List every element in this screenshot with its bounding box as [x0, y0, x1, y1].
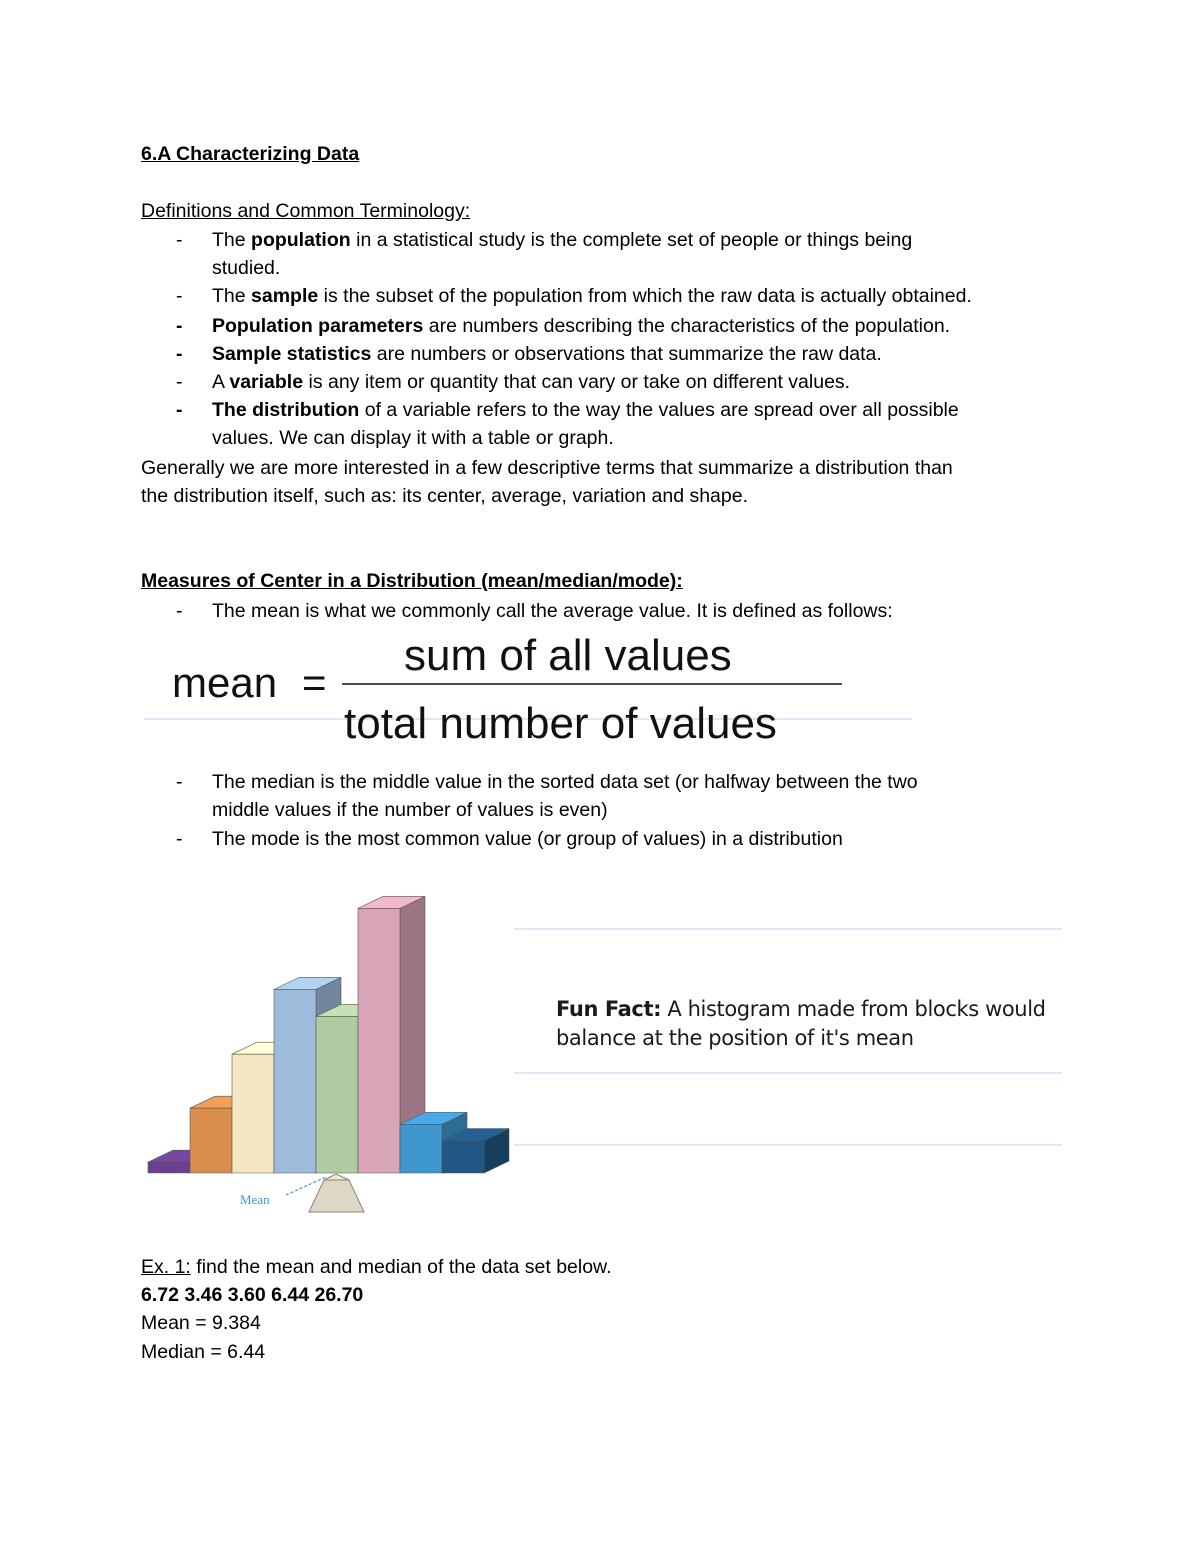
fun-fact-rule-top [514, 928, 1062, 930]
bullet-dash: - [176, 371, 183, 393]
bullet-dash: - [176, 399, 183, 421]
histogram-block-front [442, 1141, 484, 1173]
formula-denominator: total number of values [344, 699, 777, 748]
histogram-block-front [274, 989, 316, 1173]
bullet-dash: - [176, 285, 183, 307]
median-definition-line2: middle values if the number of values is even) [212, 799, 608, 821]
histogram-block-front [358, 908, 400, 1173]
bullet-dash: - [176, 771, 183, 793]
mean-label: Mean [240, 1192, 270, 1207]
definition-population: The population in a statistical study is the complete set of people or things being [212, 229, 913, 251]
example-prompt: Ex. 1: find the mean and median of the data set below. [141, 1256, 612, 1278]
fulcrum-top-icon [324, 1174, 349, 1180]
histogram-blocks [148, 896, 509, 1173]
formula-equals: = [302, 659, 327, 706]
formula-numerator: sum of all values [404, 631, 732, 680]
page-title: 6.A Characterizing Data [141, 143, 360, 165]
bullet-dash: - [176, 343, 183, 365]
fulcrum-triangle-icon [309, 1180, 364, 1212]
median-definition-line1: The median is the middle value in the sorted data set (or halfway between the two [212, 771, 918, 793]
fun-fact-rule-bottom [514, 1144, 1062, 1146]
formula-lhs: mean [172, 659, 278, 706]
bullet-dash: - [176, 828, 183, 850]
balanced-block-histogram [144, 890, 524, 1220]
fun-fact-panel [514, 925, 1062, 1150]
bullet-dash: - [176, 229, 183, 251]
fun-fact-text: Fun Fact: A histogram made from blocks would balance at the position of it's mean [556, 997, 1046, 1050]
mode-definition: The mode is the most common value (or group of values) in a distribution [212, 828, 843, 850]
measures-of-center-heading: Measures of Center in a Distribution (mean/median/mode): [141, 570, 683, 592]
fun-fact-rule-middle [514, 1072, 1062, 1074]
definition-variable: A variable is any item or quantity that can vary or take on different values. [212, 371, 851, 393]
definition-population-parameters: Population parameters are numbers describing the characteristics of the population. [212, 315, 951, 337]
mean-formula [144, 625, 924, 755]
mean-definition: The mean is what we commonly call the average value. It is defined as follows: [212, 600, 893, 622]
definitions-heading: Definitions and Common Terminology: [141, 200, 471, 222]
example-median-answer: Median = 6.44 [141, 1341, 266, 1363]
summary-paragraph-line2: the distribution itself, such as: its center, average, variation and shape. [141, 485, 749, 507]
definition-population-continued: studied. [212, 257, 281, 279]
histogram-block-front [316, 1016, 358, 1173]
histogram-block-front [148, 1162, 190, 1173]
histogram-block-front [190, 1108, 232, 1173]
definition-sample-statistics: Sample statistics are numbers or observations that summarize the raw data. [212, 343, 882, 365]
definition-distribution: The distribution of a variable refers to the way the values are spread over all possible [212, 399, 959, 421]
example-mean-answer: Mean = 9.384 [141, 1312, 261, 1334]
bullet-dash: - [176, 600, 183, 622]
histogram-block-front [400, 1124, 442, 1173]
example-data-set: 6.72 3.46 3.60 6.44 26.70 [141, 1284, 364, 1306]
histogram-block-front [232, 1054, 274, 1173]
bullet-dash: - [176, 315, 183, 337]
definition-distribution-continued: values. We can display it with a table or graph. [212, 427, 614, 449]
summary-paragraph-line1: Generally we are more interested in a few descriptive terms that summarize a distribution than [141, 457, 953, 479]
definition-sample: The sample is the subset of the population from which the raw data is actually obtained. [212, 285, 972, 307]
